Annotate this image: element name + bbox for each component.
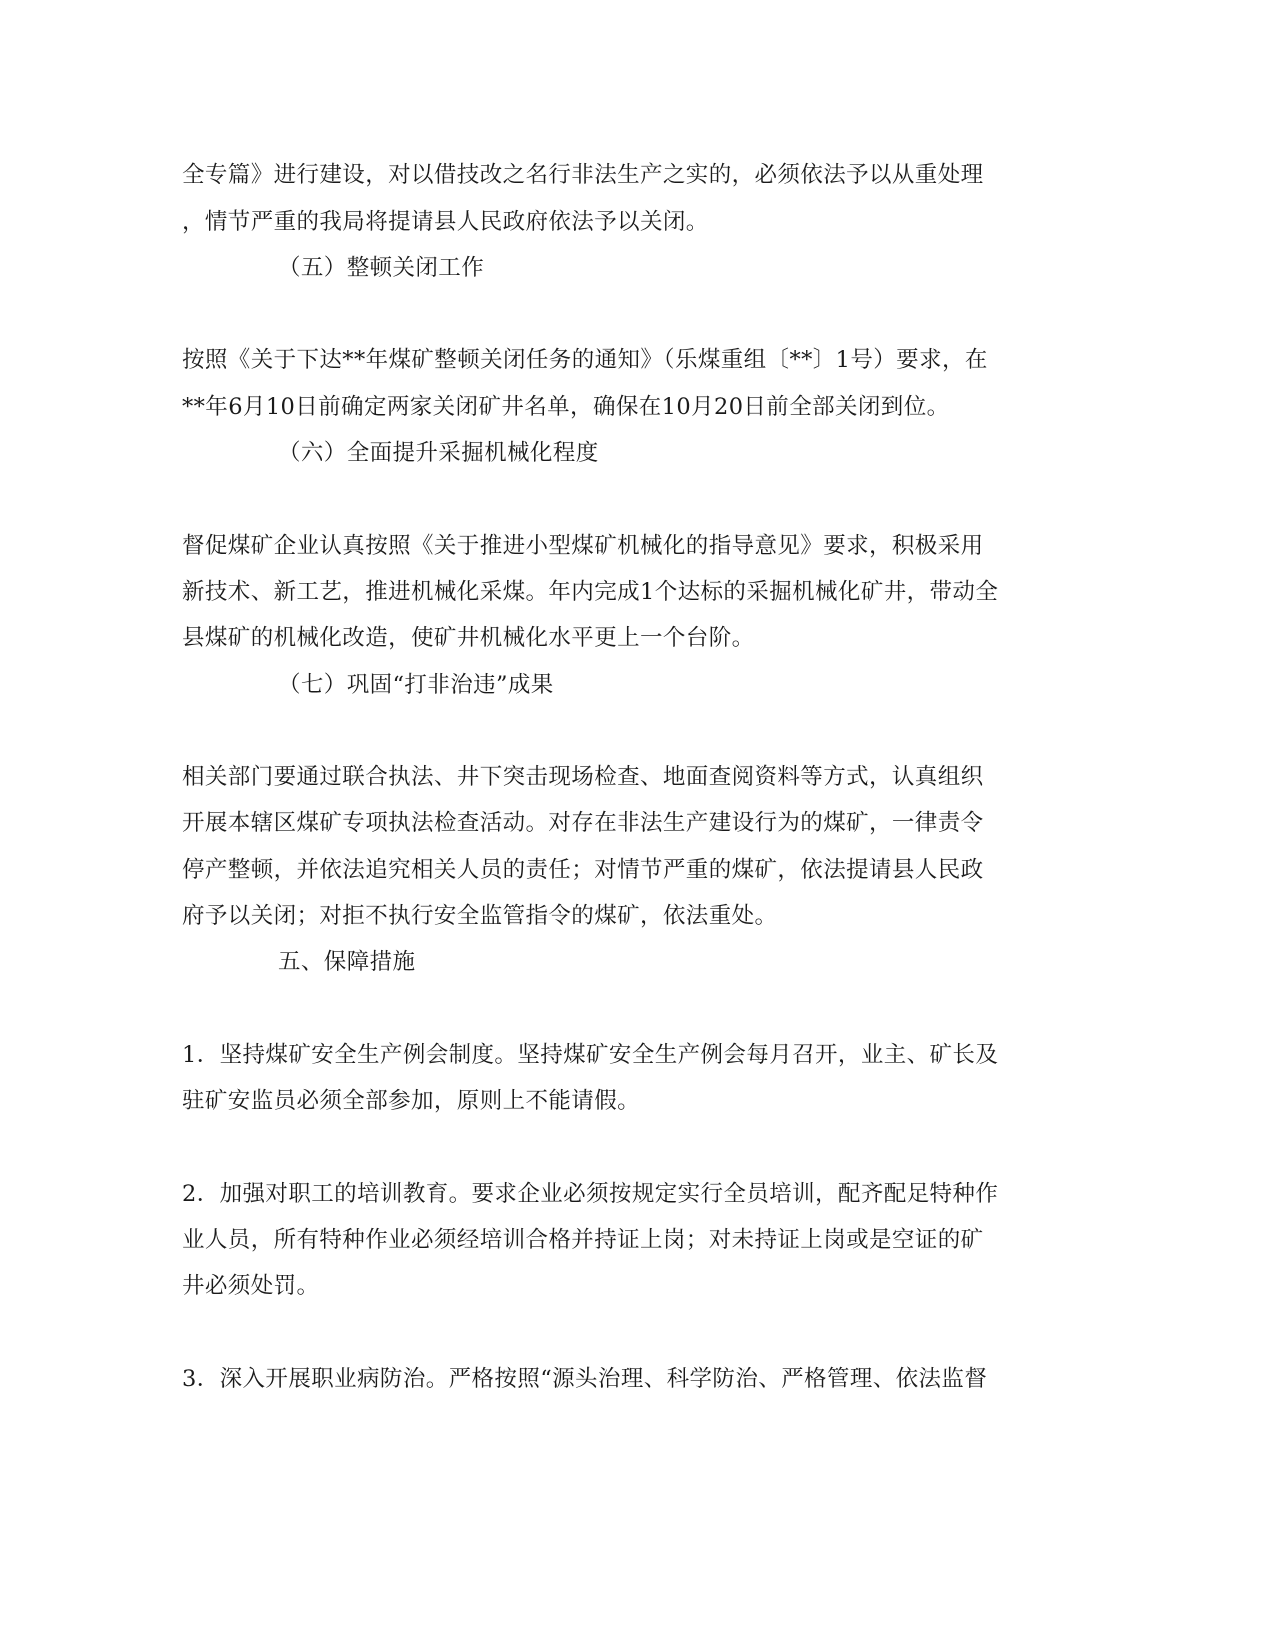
section-heading-six: （六）全面提升采掘机械化程度 <box>278 440 599 466</box>
text-line: 开展本辖区煤矿专项执法检查活动。对存在非法生产建设行为的煤矿，一律责令 <box>182 810 984 836</box>
list-item-2: 2．加强对职工的培训教育。要求企业必须按规定实行全员培训，配齐配足特种作 <box>182 1181 999 1207</box>
list-item-3: 3．深入开展职业病防治。严格按照“源头治理、科学防治、严格管理、依法监督 <box>182 1366 988 1392</box>
text-line: 井必须处罚。 <box>182 1273 320 1299</box>
text-line: 县煤矿的机械化改造，使矿井机械化水平更上一个台阶。 <box>182 625 755 651</box>
text-line: 按照《关于下达**年煤矿整顿关闭任务的通知》（乐煤重组〔**〕1号）要求，在 <box>182 347 988 373</box>
text-line: 驻矿安监员必须全部参加，原则上不能请假。 <box>182 1088 641 1114</box>
text-line: 全专篇》进行建设，对以借技改之名行非法生产之实的，必须依法予以从重处理 <box>182 162 984 188</box>
section-heading-seven: （七）巩固“打非治违”成果 <box>278 672 554 698</box>
text-line: **年6月10日前确定两家关闭矿井名单，确保在10月20日前全部关闭到位。 <box>182 394 950 420</box>
text-line: 新技术、新工艺，推进机械化采煤。年内完成1个达标的采掘机械化矿井，带动全 <box>182 579 999 605</box>
text-line: 府予以关闭；对拒不执行安全监管指令的煤矿，依法重处。 <box>182 903 778 929</box>
section-heading-safeguards: 五、保障措施 <box>278 949 416 975</box>
text-line: 业人员，所有特种作业必须经培训合格并持证上岗；对未持证上岗或是空证的矿 <box>182 1227 984 1253</box>
text-line: 督促煤矿企业认真按照《关于推进小型煤矿机械化的指导意见》要求，积极采用 <box>182 533 984 559</box>
text-line: 相关部门要通过联合执法、井下突击现场检查、地面查阅资料等方式，认真组织 <box>182 764 984 790</box>
list-item-1: 1．坚持煤矿安全生产例会制度。坚持煤矿安全生产例会每月召开，业主、矿长及 <box>182 1042 999 1068</box>
text-line: 停产整顿，并依法追究相关人员的责任；对情节严重的煤矿，依法提请县人民政 <box>182 857 984 883</box>
section-heading-five: （五）整顿关闭工作 <box>278 255 485 281</box>
text-line: ，情节严重的我局将提请县人民政府依法予以关闭。 <box>182 209 709 235</box>
